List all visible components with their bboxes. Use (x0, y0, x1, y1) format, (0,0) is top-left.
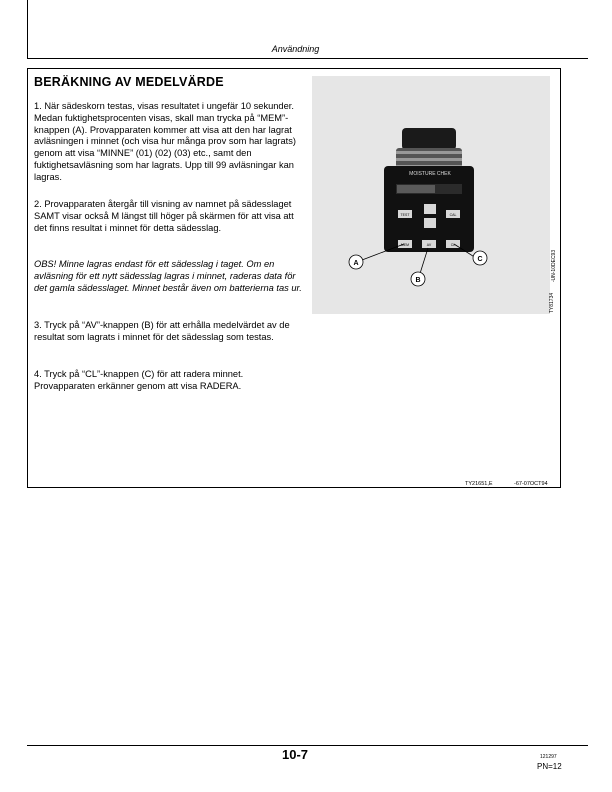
footer-small-code: 121297 (540, 754, 557, 760)
device-brand: MOISTURE CHEK (409, 171, 451, 177)
page-title: BERÄKNING AV MEDELVÄRDE (34, 75, 224, 89)
paragraph-3: 3. Tryck på “AV”-knappen (B) för att erhålla medelvärdet av de resultat som lagrats i minnet för det sädesslag som testas. (34, 320, 290, 342)
key-cl: CL (450, 243, 456, 247)
page-number: 10-7 (282, 747, 309, 762)
header-rule (27, 58, 588, 59)
paragraph-1: 1. När sädeskorn testas, visas resultatet i ungefär 10 sekunder. Medan fuktighetsprocenten visas, skall man trycka på “MEM”-knappen (A). Provapparaten kommer att visa att den har lagrat avläsningen i minnet (och visa hur många prov som har lagrats) genom att visa “MINNE” (01) (02) (03) etc., samt den fuktighetsavläsning som har lagrats. Upp till 99 avläsningar kan lagras. (34, 101, 296, 182)
note-label: OBS! (34, 259, 57, 269)
key-av: AV (426, 243, 432, 247)
footer-rule (27, 745, 588, 746)
callout-c: C (477, 256, 483, 263)
box-footer-code: -67-07OCT94 (514, 481, 548, 487)
box-footer-ref: TY21651,E (465, 481, 493, 487)
device-photo (312, 76, 550, 314)
callout-b: B (415, 277, 421, 284)
section-header: Användning (271, 44, 320, 54)
paragraph-4: 4. Tryck på “CL”-knappen (C) för att radera minnet. Provapparaten erkänner genom att visa RADERA. (34, 369, 244, 391)
callout-a: A (353, 260, 359, 267)
paragraph-2: 2. Provapparaten återgår till visning av namnet på sädesslaget SAMT visar också M längst till höger på skärmen för att visa att det finns resultat i minnet för detta sädesslag. (34, 199, 294, 233)
key-cal: CAL (449, 213, 457, 217)
footer-pn: PN=12 (537, 762, 562, 771)
key-mem: MEM (400, 243, 410, 247)
photo-side-label-2: TY81734 (549, 292, 556, 314)
note-text: Minne lagras endast för ett sädesslag i taget. Om en avläsning för ett nytt sädesslag lagras i minnet, raderas data för det gamla sädesslaget. Minnet består även om batterierna tas ur. (34, 259, 302, 293)
photo-side-label-1: -UN-10DEC93 (551, 249, 558, 283)
key-test: TEST (400, 213, 410, 217)
note-paragraph (34, 259, 302, 294)
